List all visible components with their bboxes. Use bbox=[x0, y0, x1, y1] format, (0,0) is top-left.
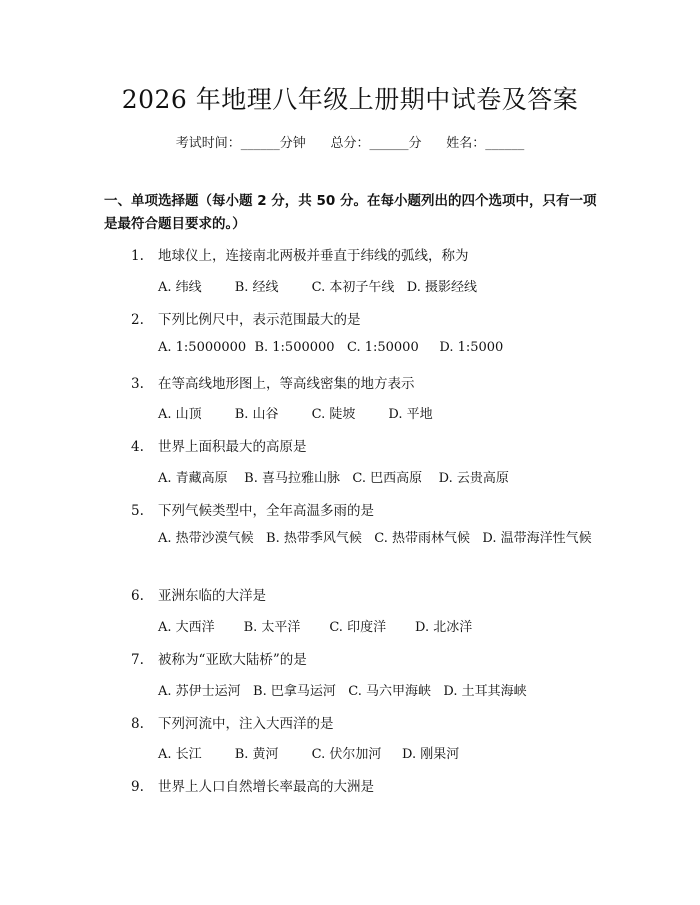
question-1-options: A. 纬线 B. 经线 C. 本初子午线 D. 摄影经线 bbox=[158, 280, 477, 295]
question-stem: 亚洲东临的大洋是 bbox=[158, 588, 266, 604]
question-5 bbox=[131, 499, 374, 519]
question-2-options: A. 1:5000000 B. 1:500000 C. 1:50000 D. 1:5000 bbox=[158, 340, 504, 355]
question-4 bbox=[131, 435, 307, 455]
question-9 bbox=[131, 775, 374, 795]
question-7 bbox=[131, 648, 307, 668]
question-5-options: A. 热带沙漠气候 B. 热带季风气候 C. 热带雨林气候 D. 温带海洋性气候 bbox=[158, 531, 592, 546]
question-number: 4. bbox=[131, 439, 144, 455]
question-6 bbox=[131, 584, 266, 604]
question-3 bbox=[131, 372, 415, 392]
question-2 bbox=[131, 308, 361, 328]
question-7-options: A. 苏伊士运河 B. 巴拿马运河 C. 马六甲海峡 D. 土耳其海峡 bbox=[158, 684, 527, 699]
question-stem: 世界上面积最大的高原是 bbox=[158, 439, 307, 455]
question-stem: 被称为“亚欧大陆桥”的是 bbox=[158, 652, 307, 668]
question-8 bbox=[131, 712, 334, 732]
question-stem: 地球仪上，连接南北两极并垂直于纬线的弧线，称为 bbox=[158, 248, 469, 264]
exam-title: 2026 年地理八年级上册期中试卷及答案 bbox=[121, 85, 579, 114]
question-number: 1. bbox=[131, 248, 144, 264]
question-number: 8. bbox=[131, 716, 144, 732]
question-stem: 世界上人口自然增长率最高的大洲是 bbox=[158, 779, 374, 795]
question-number: 2. bbox=[131, 312, 144, 328]
question-stem: 下列河流中，注入大西洋的是 bbox=[158, 716, 334, 732]
question-3-options: A. 山顶 B. 山谷 C. 陡坡 D. 平地 bbox=[158, 407, 433, 422]
question-number: 3. bbox=[131, 376, 144, 392]
question-stem: 下列气候类型中，全年高温多雨的是 bbox=[158, 503, 374, 519]
exam-meta-line: 考试时间：______分钟 总分：______分 姓名：______ bbox=[175, 136, 525, 151]
question-number: 7. bbox=[131, 652, 144, 668]
question-stem: 下列比例尺中，表示范围最大的是 bbox=[158, 312, 361, 328]
question-number: 9. bbox=[131, 779, 144, 795]
question-8-options: A. 长江 B. 黄河 C. 伏尔加河 D. 刚果河 bbox=[158, 747, 460, 762]
question-1 bbox=[131, 244, 469, 264]
question-number: 6. bbox=[131, 588, 144, 604]
question-6-options: A. 大西洋 B. 太平洋 C. 印度洋 D. 北冰洋 bbox=[158, 620, 473, 635]
question-stem: 在等高线地形图上，等高线密集的地方表示 bbox=[158, 376, 415, 392]
question-number: 5. bbox=[131, 503, 144, 519]
question-4-options: A. 青藏高原 B. 喜马拉雅山脉 C. 巴西高原 D. 云贵高原 bbox=[158, 471, 509, 486]
section-heading: 一、单项选择题（每小题 2 分，共 50 分。在每小题列出的四个选项中，只有一项是最符合题目要求的。） bbox=[104, 193, 597, 232]
